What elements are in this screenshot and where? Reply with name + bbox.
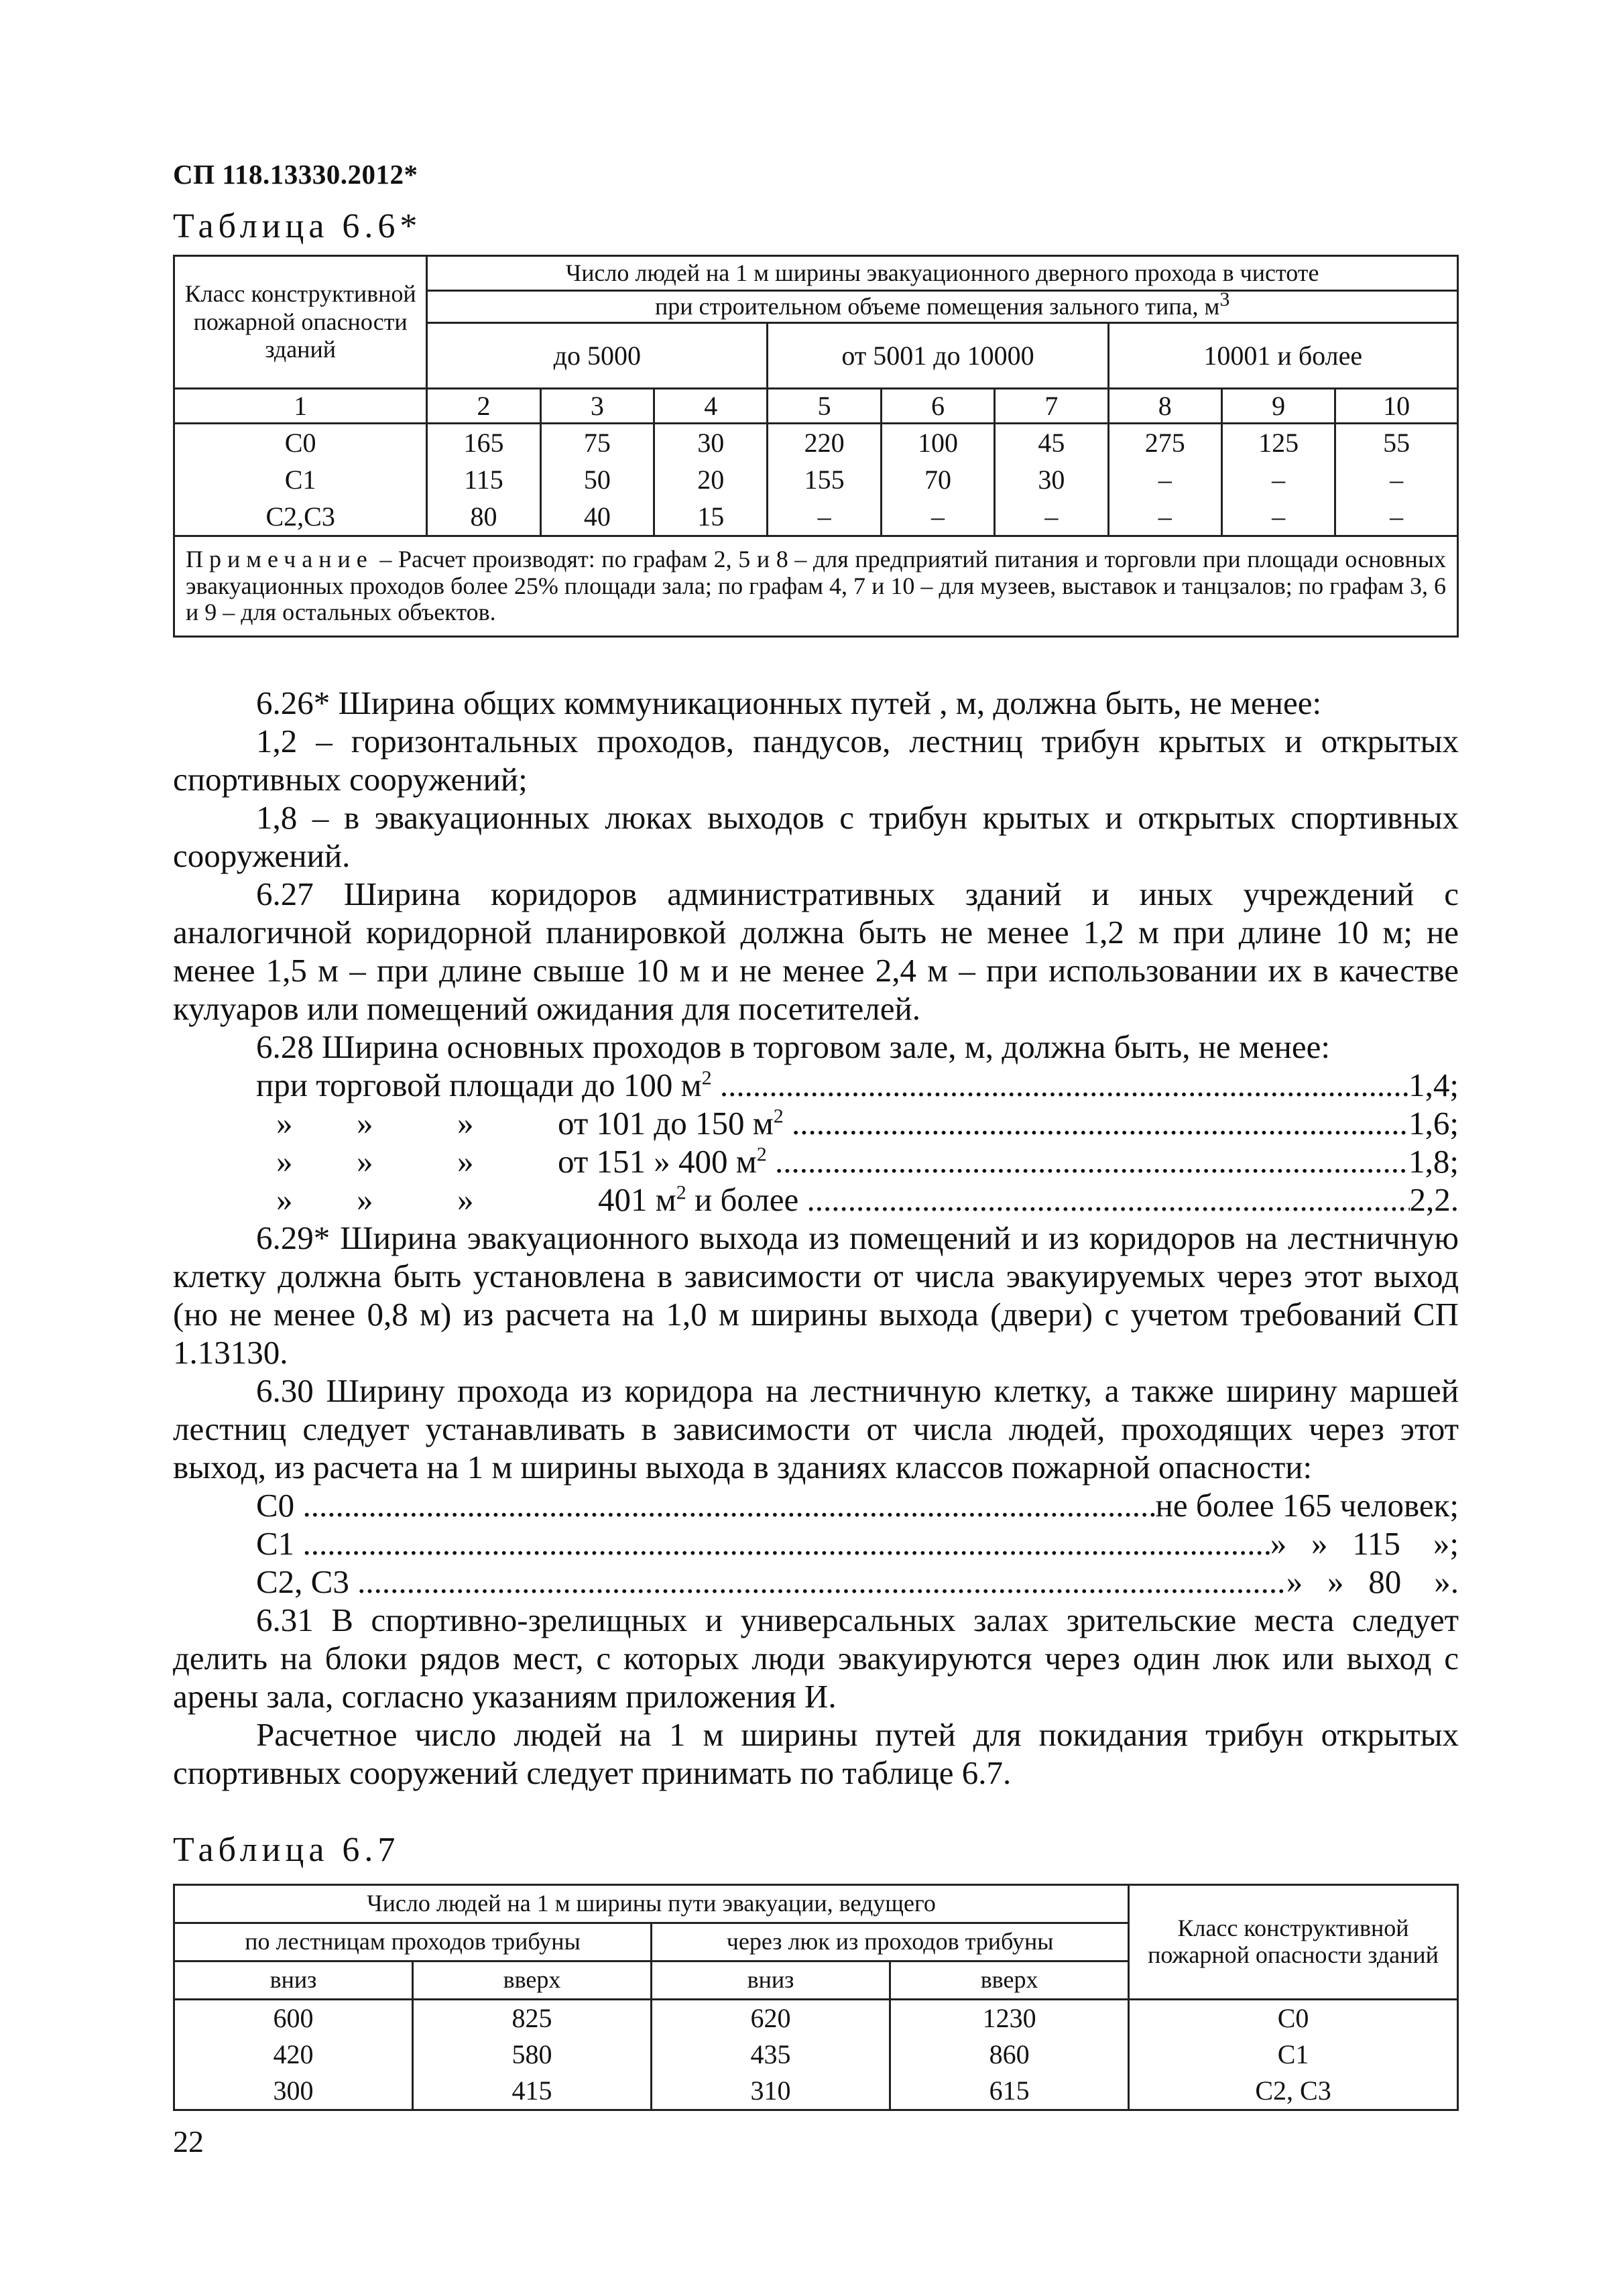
table-row <box>174 2073 1458 2110</box>
table-cell: 155 <box>768 461 881 498</box>
note-label: Примечание <box>186 546 373 572</box>
table-cell: 165 <box>427 424 540 462</box>
table-cell: С2, С3 <box>1129 2073 1458 2110</box>
table-cell: 50 <box>540 461 654 498</box>
page-number: 22 <box>173 2124 204 2159</box>
table-cell: 20 <box>654 461 768 498</box>
table-6-6 <box>173 255 1459 638</box>
table-cell: – <box>1108 461 1221 498</box>
col-number: 2 <box>427 389 540 424</box>
main-text <box>173 684 1459 1792</box>
table-6-7 <box>173 1884 1459 2111</box>
table-header-class: Класс конструктивной пожарной опасности зданий <box>1129 1885 1458 2000</box>
table-row <box>174 424 1458 462</box>
table-col-numbers <box>174 389 1458 424</box>
table-cell: 220 <box>768 424 881 462</box>
table-row <box>174 461 1458 498</box>
table-cell: – <box>1335 498 1458 536</box>
paragraph-6-26-item-2: 1,8 – в эвакуационных люках выходов с трибун крытых и открытых спортивных сооружений. <box>173 799 1459 874</box>
table-cell: – <box>881 498 994 536</box>
table-cell: 580 <box>413 2037 652 2073</box>
table-cell: – <box>1221 461 1335 498</box>
table-cell: 30 <box>995 461 1108 498</box>
list-item: » » » от 101 до 150 $м^2$ ..... 1,6; <box>256 1104 1459 1142</box>
col-number: 6 <box>881 389 994 424</box>
table-cell: 600 <box>174 2000 413 2037</box>
table-header-down: вниз <box>174 1961 413 2000</box>
table-cell: – <box>1108 498 1221 536</box>
col-number: 7 <box>995 389 1108 424</box>
table-header-main: Число людей на 1 м ширины эвакуационного дверного прохода в чистоте <box>427 256 1458 291</box>
table-cell: 125 <box>1221 424 1335 462</box>
table-row <box>174 2000 1458 2037</box>
document-code: СП 118.13330.2012* <box>173 159 418 190</box>
table-row <box>174 2037 1458 2073</box>
table-cell: С1 <box>1129 2037 1458 2073</box>
table-header-main: Число людей на 1 м ширины пути эвакуации, ведущего <box>174 1885 1129 1923</box>
table-cell: 300 <box>174 2073 413 2110</box>
paragraph-6-26: 6.26* Ширина общих коммуникационных путей , м, должна быть, не менее: <box>256 684 1322 721</box>
paragraph-6-26-item-1: 1,2 – горизонтальных проходов, пандусов, лестниц трибун крытых и открытых спортивных сооружений; <box>173 723 1459 798</box>
list-item: С2, С3 ..... » » 80 ». <box>256 1563 1459 1601</box>
table-cell: С2,С3 <box>174 498 427 536</box>
paragraph-6-31: 6.31 В спортивно-зрелищных и универсальных залах зрительские места следует делить на блоки рядов мест, с которых люди эвакуируются через один люк или выход с арены зала, согласно указаниям приложения И. <box>173 1602 1459 1715</box>
table-6-7-caption: Таблица 6.7 <box>173 1831 400 1869</box>
table-cell: С0 <box>1129 2000 1458 2037</box>
col-number: 8 <box>1108 389 1221 424</box>
table-cell: 70 <box>881 461 994 498</box>
paragraph-6-27: 6.27 Ширина коридоров административных зданий и иных учреждений с аналогичной коридорной планировкой должна быть не менее 1,2 м при длине 10 м; не менее 1,5 м – при длине свыше 10 м и не менее 2,4 м – при использовании их в качестве кулуаров или помещений ожидания для посетителей. <box>173 875 1459 1027</box>
paragraph-6-29: 6.29* Ширина эвакуационного выхода из помещений и из коридоров на лестничную клетку должна быть установлена в зависимости от числа эвакуируемых через этот выход (но не менее 0,8 м) из расчета на 1,0 м ширины выхода (двери) с учетом требований СП 1.13130. <box>173 1219 1459 1371</box>
table-cell: 825 <box>413 2000 652 2037</box>
note-text: – Расчет производят: по графам 2, 5 и 8 – для предприятий питания и торговли при площади основных эвакуационных проходов более 25% площади зала; по графам 4, 7 и 10 – для музеев, выставок и танцзалов; по графам 3, 6 и 9 – для остальных объектов. <box>186 546 1446 626</box>
table-header-up: вверх <box>413 1961 652 2000</box>
table-cell: 55 <box>1335 424 1458 462</box>
table-cell: 75 <box>540 424 654 462</box>
table-cell: 620 <box>652 2000 890 2037</box>
table-header-sub: при строительном объеме помещения зального типа, $м^3$ <box>427 291 1458 323</box>
table-cell: 310 <box>652 2073 890 2110</box>
table-cell: С0 <box>174 424 427 462</box>
table-cell: 275 <box>1108 424 1221 462</box>
col-number: 1 <box>174 389 427 424</box>
table-cell: – <box>995 498 1108 536</box>
table-header-up: вверх <box>890 1961 1129 2000</box>
table-cell: 100 <box>881 424 994 462</box>
list-item: » » » 401 $м^2$ и более ..... 2,2. <box>256 1181 1459 1219</box>
table-header-class: Класс конструктивной пожарной опасности зданий <box>174 256 427 389</box>
paragraph-6-28: 6.28 Ширина основных проходов в торговом зале, м, должна быть, не менее: <box>256 1028 1330 1065</box>
table-cell: 115 <box>427 461 540 498</box>
col-number: 4 <box>654 389 768 424</box>
table-cell: 415 <box>413 2073 652 2110</box>
table-note <box>174 536 1458 637</box>
table-cell: 1230 <box>890 2000 1129 2037</box>
col-number: 3 <box>540 389 654 424</box>
table-cell: 30 <box>654 424 768 462</box>
aisle-width-list <box>173 1066 1459 1219</box>
list-item: С1 ..... » » 115 »; <box>256 1524 1459 1563</box>
list-item: » » » от 151 » 400 $м^2$ ..... 1,8; <box>256 1142 1459 1181</box>
col-number: 10 <box>1335 389 1458 424</box>
table-group-header: 10001 и более <box>1108 323 1457 389</box>
col-number: 9 <box>1221 389 1335 424</box>
table-cell: – <box>1335 461 1458 498</box>
paragraph-6-30: 6.30 Ширину прохода из коридора на лестничную клетку, а также ширину маршей лестниц следует устанавливать в зависимости от числа людей, проходящих через этот выход, из расчета на 1 м ширины выхода в зданиях классов пожарной опасности: <box>173 1372 1459 1486</box>
table-cell: 860 <box>890 2037 1129 2073</box>
table-6-6-caption: Таблица 6.6* <box>173 207 422 245</box>
list-item: С0 ..... не более 165 человек; <box>256 1486 1459 1524</box>
col-number: 5 <box>768 389 881 424</box>
table-header-hatch: через люк из проходов трибуны <box>652 1923 1129 1961</box>
table-group-header: от 5001 до 10000 <box>768 323 1108 389</box>
table-cell: 40 <box>540 498 654 536</box>
table-cell: – <box>768 498 881 536</box>
paragraph-6-31-b: Расчетное число людей на 1 м ширины путей для покидания трибун открытых спортивных сооружений следует принимать по таблице 6.7. <box>173 1716 1459 1791</box>
table-cell: 420 <box>174 2037 413 2073</box>
table-cell: 15 <box>654 498 768 536</box>
table-cell: – <box>1221 498 1335 536</box>
table-cell: 45 <box>995 424 1108 462</box>
table-header-down: вниз <box>652 1961 890 2000</box>
table-row <box>174 498 1458 536</box>
table-cell: С1 <box>174 461 427 498</box>
table-cell: 435 <box>652 2037 890 2073</box>
list-item: при торговой площади до 100 $м^2$ ..... 1,4; <box>256 1066 1459 1104</box>
table-cell: 615 <box>890 2073 1129 2110</box>
table-cell: 80 <box>427 498 540 536</box>
fire-class-list <box>173 1486 1459 1601</box>
table-group-header: до 5000 <box>427 323 768 389</box>
table-header-stairs: по лестницам проходов трибуны <box>174 1923 652 1961</box>
